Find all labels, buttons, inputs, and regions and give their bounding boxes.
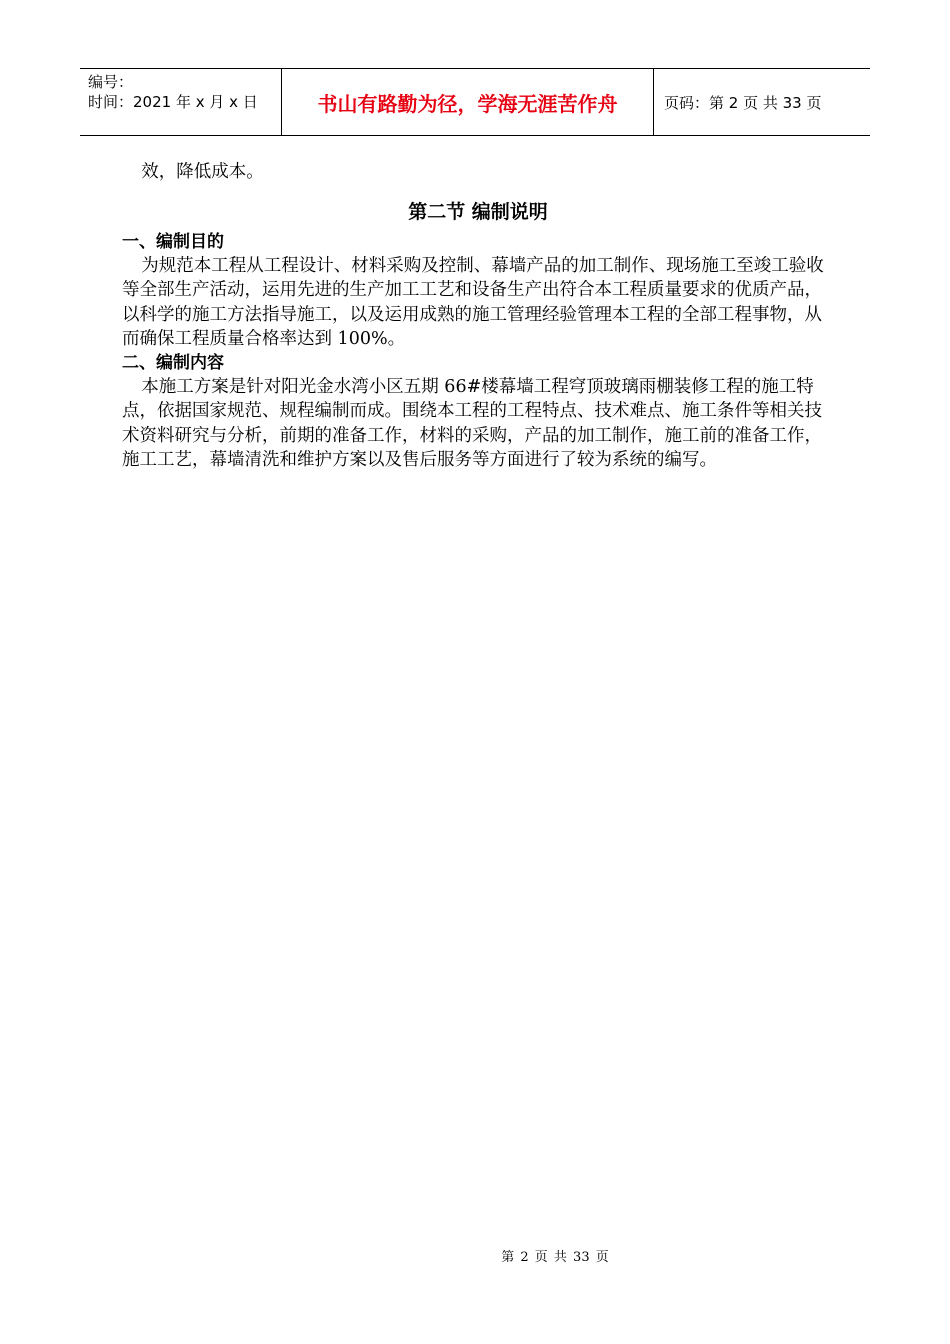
subsection-text-content: 本施工方案是针对阳光金水湾小区五期 66#楼幕墙工程穹顶玻璃雨棚装修工程的施工特点，依据国家规范、规程编制而成。围绕本工程的工程特点、技术难点、施工条件等相关技术资料研究与分析，前期的准备工作，材料的采购，产品的加工制作，施工前的准备工作，施工工艺，幕墙清洗和维护方案以及售后服务等方面进行了较为系统的编写。 <box>122 376 822 470</box>
section-title: 第二节 编制说明 <box>408 200 548 223</box>
continuation-text: 效，降低成本。 <box>141 162 264 182</box>
number-label: 编号： <box>88 73 134 91</box>
header-page-label: 页码：第 2 页 共 33 页 <box>664 93 822 112</box>
header-meta <box>80 69 282 135</box>
subsection-heading-purpose: 一、编制目的 <box>122 231 224 252</box>
date-label: 时间：2021 年 x 月 x 日 <box>88 93 258 111</box>
subsection-heading-content: 二、编制内容 <box>122 352 224 373</box>
header-motto: 书山有路勤为径，学海无涯苦作舟 <box>282 69 654 135</box>
page-footer: 第 2 页 共 33 页 <box>501 1250 609 1265</box>
document-body <box>122 160 834 473</box>
subsection-text-purpose: 为规范本工程从工程设计、材料采购及控制、幕墙产品的加工制作、现场施工至竣工验收等全部生产活动，运用先进的生产加工工艺和设备生产出符合本工程质量要求的优质产品，以科学的施工方法指导施工，以及运用成熟的施工管理经验管理本工程的全部工程事物，从而确保工程质量合格率达到 100%。 <box>122 255 824 349</box>
document-header <box>80 68 870 136</box>
